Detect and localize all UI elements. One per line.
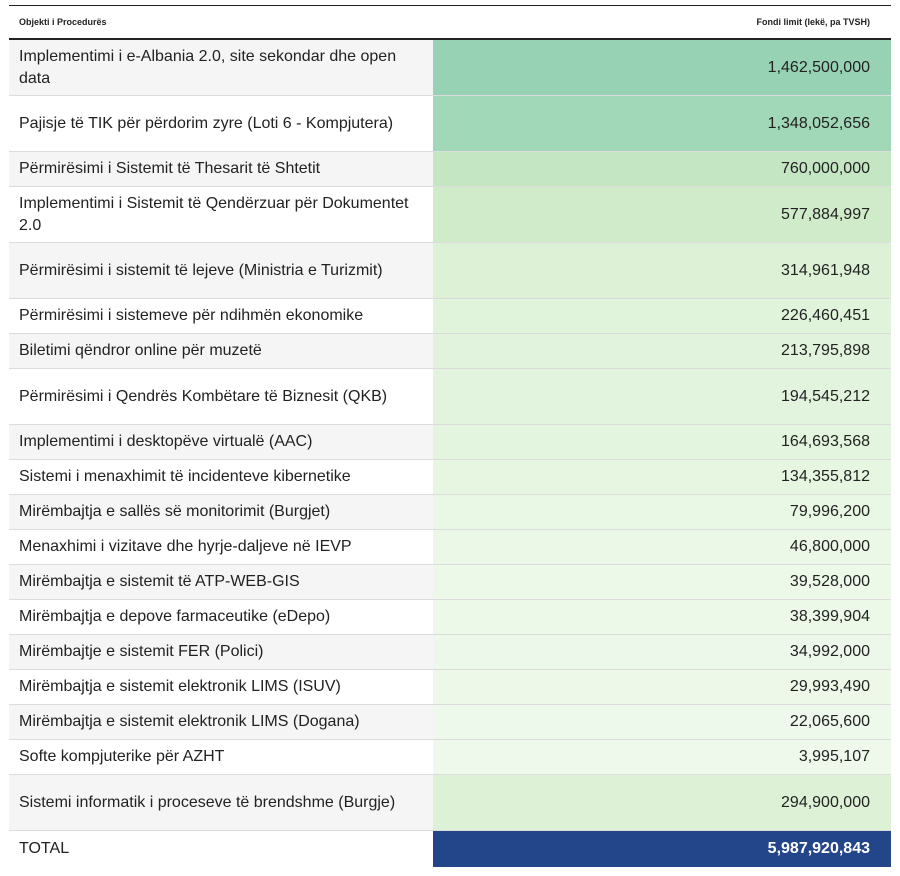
table-row — [9, 495, 891, 530]
table-body — [9, 40, 891, 831]
table-row — [9, 705, 891, 740]
total-label: TOTAL — [9, 831, 433, 867]
fund-limit-value: 46,800,000 — [433, 530, 891, 564]
fund-limit-value: 314,961,948 — [433, 243, 891, 298]
fund-limit-value: 760,000,000 — [433, 152, 891, 186]
procedure-name: Mirëmbajtja e depove farmaceutike (eDepo) — [9, 600, 433, 634]
fund-limit-value: 194,545,212 — [433, 369, 891, 424]
procedure-name: Implementimi i e-Albania 2.0, site sekondar dhe open data — [9, 40, 433, 95]
fund-limit-value: 79,996,200 — [433, 495, 891, 529]
table-row — [9, 40, 891, 96]
fund-limit-value: 3,995,107 — [433, 740, 891, 774]
fund-limit-value: 164,693,568 — [433, 425, 891, 459]
procedure-name: Mirëmbajtja e sistemit elektronik LIMS (Dogana) — [9, 705, 433, 739]
procedure-name: Mirëmbajtja e sistemit të ATP-WEB-GIS — [9, 565, 433, 599]
procedure-name: Përmirësimi i Qendrës Kombëtare të Biznesit (QKB) — [9, 369, 433, 424]
table-row — [9, 334, 891, 369]
procedure-name: Pajisje të TIK për përdorim zyre (Loti 6 - Kompjutera) — [9, 96, 433, 151]
table-row — [9, 187, 891, 243]
fund-limit-value: 1,462,500,000 — [433, 40, 891, 95]
table-row — [9, 299, 891, 334]
table-row — [9, 670, 891, 705]
table-row — [9, 635, 891, 670]
fund-limit-value: 577,884,997 — [433, 187, 891, 242]
procedure-name: Përmirësimi i sistemit të lejeve (Ministria e Turizmit) — [9, 243, 433, 298]
table-row — [9, 740, 891, 775]
procedure-name: Biletimi qëndror online për muzetë — [9, 334, 433, 368]
fund-limit-value: 294,900,000 — [433, 775, 891, 830]
header-fund-limit: Fondi limit (lekë, pa TVSH) — [756, 17, 870, 27]
header-procedure: Objekti i Procedurës — [19, 17, 107, 27]
budget-table — [9, 5, 891, 867]
table-row — [9, 460, 891, 495]
table-row — [9, 530, 891, 565]
procedure-name: Implementimi i Sistemit të Qendërzuar për Dokumentet 2.0 — [9, 187, 433, 242]
table-row — [9, 775, 891, 831]
procedure-name: Implementimi i desktopëve virtualë (AAC) — [9, 425, 433, 459]
procedure-name: Përmirësimi i Sistemit të Thesarit të Shtetit — [9, 152, 433, 186]
fund-limit-value: 34,992,000 — [433, 635, 891, 669]
table-header — [9, 5, 891, 40]
procedure-name: Përmirësimi i sistemeve për ndihmën ekonomike — [9, 299, 433, 333]
table-row — [9, 96, 891, 152]
total-value: 5,987,920,843 — [433, 831, 891, 867]
fund-limit-value: 213,795,898 — [433, 334, 891, 368]
fund-limit-value: 22,065,600 — [433, 705, 891, 739]
procedure-name: Menaxhimi i vizitave dhe hyrje-daljeve në IEVP — [9, 530, 433, 564]
procedure-name: Mirëmbajtje e sistemit FER (Polici) — [9, 635, 433, 669]
fund-limit-value: 134,355,812 — [433, 460, 891, 494]
table-row — [9, 565, 891, 600]
fund-limit-value: 1,348,052,656 — [433, 96, 891, 151]
procedure-name: Softe kompjuterike për AZHT — [9, 740, 433, 774]
fund-limit-value: 29,993,490 — [433, 670, 891, 704]
procedure-name: Mirëmbajtja e sallës së monitorimit (Burgjet) — [9, 495, 433, 529]
fund-limit-value: 39,528,000 — [433, 565, 891, 599]
procedure-name: Sistemi i menaxhimit të incidenteve kibernetike — [9, 460, 433, 494]
fund-limit-value: 38,399,904 — [433, 600, 891, 634]
table-row — [9, 425, 891, 460]
table-row — [9, 600, 891, 635]
fund-limit-value: 226,460,451 — [433, 299, 891, 333]
total-row — [9, 831, 891, 867]
procedure-name: Sistemi informatik i proceseve të brendshme (Burgje) — [9, 775, 433, 830]
table-row — [9, 369, 891, 425]
procedure-name: Mirëmbajtja e sistemit elektronik LIMS (ISUV) — [9, 670, 433, 704]
table-row — [9, 243, 891, 299]
table-row — [9, 152, 891, 187]
